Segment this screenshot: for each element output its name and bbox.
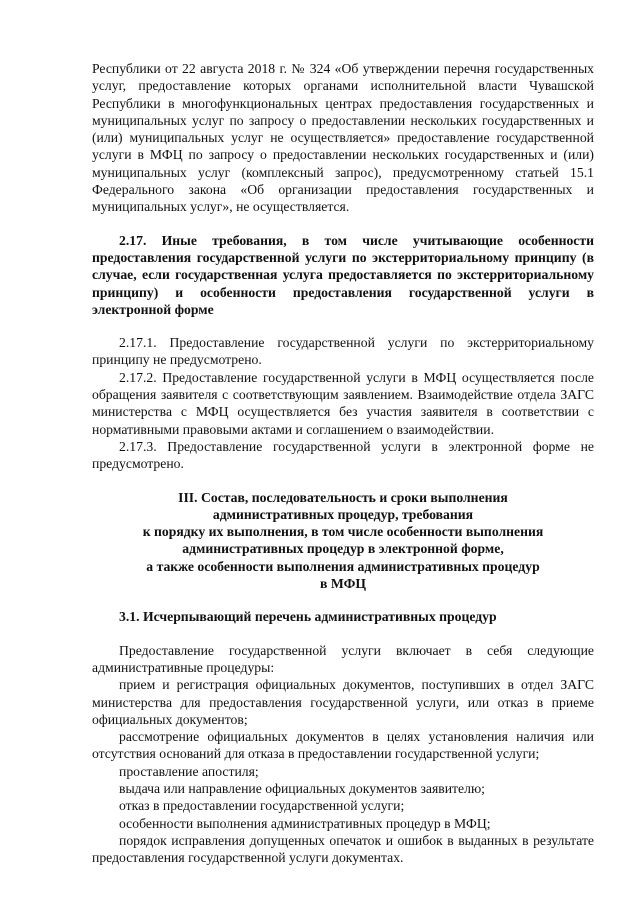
section-3-title-line: административных процедур в электронной форме, — [182, 541, 504, 557]
paragraph-continuation: Республики от 22 августа 2018 г. № 324 «Об утверждении перечня государственных услуг, предоставление которых органами исполнительной власти Чувашской Республики в многофункциональных центрах предоставления государственных и муниципальных услуг по запросу о предоставлении нескольких государственных и (или) муниципальных услуг не осуществляется» предоставление государственной услуги в МФЦ по запросу о предоставлении нескольких государственных и (или) муниципальных услуг (комплексный запрос), предусмотренному статьей 15.1 Федерального закона «Об организации предоставления государственных и муниципальных услуг», не осуществляется. — [92, 61, 594, 215]
section-3-title-line: административных процедур, требования — [212, 506, 474, 522]
document-page — [92, 60, 594, 866]
procedure-item: прием и регистрация официальных документов, поступивших в отдел ЗАГС министерства для предоставления государственной услуги, или отказ в приеме официальных документов; — [92, 677, 594, 727]
procedure-item: проставление апостиля; — [119, 763, 259, 779]
procedure-item: рассмотрение официальных документов в целях установления наличия или отсутствия оснований для отказа в предоставлении государственной услуги; — [92, 729, 594, 762]
heading-2-17: 2.17. Иные требования, в том числе учитывающие особенности предоставления государственной услуги по экстерриториальному принципу (в случае, если государственная услуга предоставляется по экстерриториальному принципу) и особенности предоставления государственной услуги в электронной форме — [92, 232, 594, 317]
paragraph-2-17-1: 2.17.1. Предоставление государственной услуги по экстерриториальному принципу не предусмотрено. — [92, 335, 594, 368]
section-3-title-line: в МФЦ — [320, 576, 366, 592]
section-3-title-line: к порядку их выполнения, в том числе особенности выполнения — [142, 524, 544, 540]
paragraph-2-17-3: 2.17.3. Предоставление государственной услуги в электронной форме не предусмотрено. — [92, 438, 594, 472]
paragraph-2-17-2: 2.17.2. Предоставление государственной услуги в МФЦ осуществляется после обращения заявителя с соответствующим заявлением. Взаимодействие отдела ЗАГС министерства с МФЦ осуществляется без участия заявителя в соответствии с нормативными правовыми актами и соглашением о взаимодействии. — [92, 369, 594, 437]
procedures-intro: Предоставление государственной услуги включает в себя следующие административные процедуры: — [92, 642, 594, 675]
section-3-title-line: III. Состав, последовательность и сроки выполнения — [178, 489, 508, 505]
section-3-title-line: а также особенности выполнения административных процедур — [146, 558, 540, 574]
procedure-item: отказ в предоставлении государственной услуги; — [119, 798, 405, 814]
procedure-item: порядок исправления допущенных опечаток и ошибок в выданных в результате предоставления государственной услуги документах. — [92, 832, 594, 866]
section-3-title — [92, 489, 594, 593]
heading-3-1: 3.1. Исчерпывающий перечень административных процедур — [119, 609, 497, 625]
procedure-item: выдача или направление официальных документов заявителю; — [119, 780, 485, 796]
procedure-item: особенности выполнения административных процедур в МФЦ; — [119, 815, 491, 831]
